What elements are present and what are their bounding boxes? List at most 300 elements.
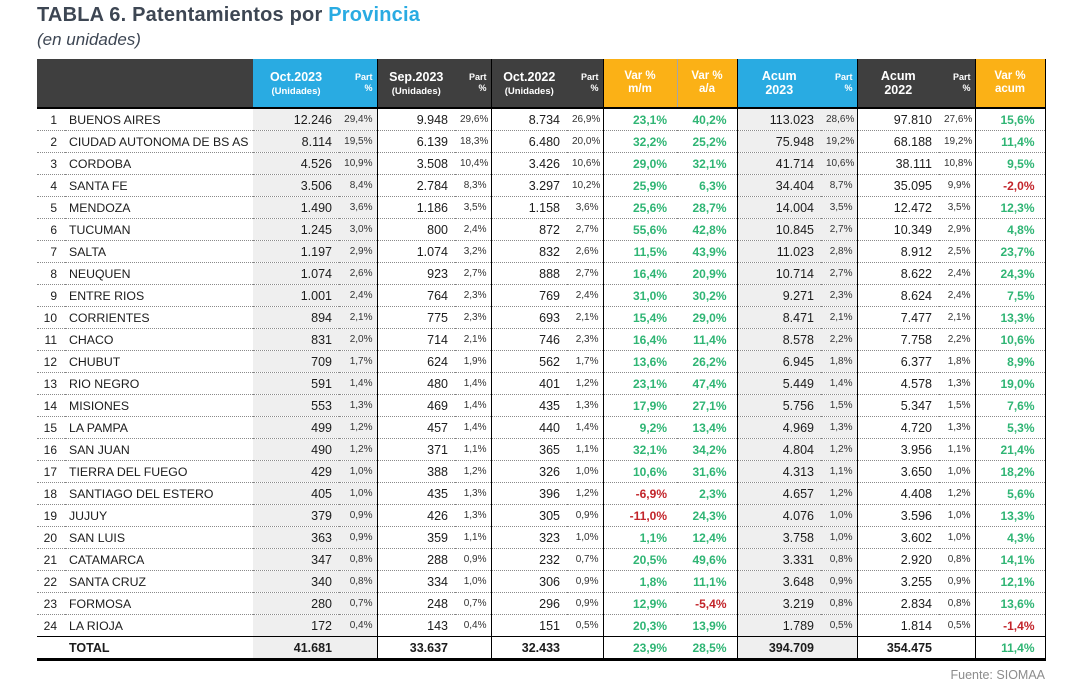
cell-acum2022-part: 0,8% xyxy=(939,549,975,571)
cell-oct2023-value: 280 xyxy=(253,593,339,615)
cell-province: CORRIENTES xyxy=(65,307,253,329)
cell-acum2022-value: 3.956 xyxy=(857,439,939,461)
header-blank xyxy=(37,59,253,108)
cell-sep2023-value: 388 xyxy=(377,461,455,483)
cell-acum2023-value: 10.714 xyxy=(737,263,821,285)
cell-acum2023-part: 2,2% xyxy=(821,329,857,351)
cell-var-aa: 47,4% xyxy=(677,373,737,395)
cell-acum2023-part: 1,4% xyxy=(821,373,857,395)
header-oct2022-part: Part % xyxy=(567,59,603,108)
cell-rank: 10 xyxy=(37,307,65,329)
cell-acum2023-value: 5.449 xyxy=(737,373,821,395)
cell-oct2023-part: 1,3% xyxy=(339,395,377,417)
cell-acum2022-value: 4.408 xyxy=(857,483,939,505)
cell-var-mm: 31,0% xyxy=(603,285,677,307)
cell-var-aa: 26,2% xyxy=(677,351,737,373)
cell-oct2023-value: 347 xyxy=(253,549,339,571)
cell-var-acum: 4,3% xyxy=(975,527,1045,549)
cell-var-acum: 7,5% xyxy=(975,285,1045,307)
cell-oct2023-part: 1,2% xyxy=(339,439,377,461)
table-row xyxy=(37,461,1045,483)
cell-var-mm: -6,9% xyxy=(603,483,677,505)
cell-var-aa: 25,2% xyxy=(677,131,737,153)
cell-acum2022-value: 7.477 xyxy=(857,307,939,329)
header-var-acum: Var % acum xyxy=(975,59,1045,108)
title-highlight: Provincia xyxy=(328,4,421,26)
cell-oct2022-part: 10,2% xyxy=(567,175,603,197)
cell-acum2023-part: 3,5% xyxy=(821,197,857,219)
cell-rank: 6 xyxy=(37,219,65,241)
header-row xyxy=(37,59,1045,108)
cell-oct2023-part: 3,0% xyxy=(339,219,377,241)
cell-sep2023-part: 1,3% xyxy=(455,483,491,505)
total-row xyxy=(37,637,1045,660)
cell-acum2022-part: 0,5% xyxy=(939,615,975,637)
table-row xyxy=(37,351,1045,373)
cell-acum2023-value: 3.758 xyxy=(737,527,821,549)
cell-rank: 16 xyxy=(37,439,65,461)
cell-oct2022-part: 1,7% xyxy=(567,351,603,373)
cell-rank: 15 xyxy=(37,417,65,439)
cell-oct2022-value: 305 xyxy=(491,505,567,527)
cell-total-acum2023: 394.709 xyxy=(737,637,821,660)
cell-acum2022-part: 1,8% xyxy=(939,351,975,373)
cell-oct2023-value: 4.526 xyxy=(253,153,339,175)
cell-rank: 24 xyxy=(37,615,65,637)
cell-acum2023-part: 2,7% xyxy=(821,263,857,285)
cell-oct2023-part: 0,9% xyxy=(339,527,377,549)
cell-oct2023-part: 2,0% xyxy=(339,329,377,351)
table-row xyxy=(37,483,1045,505)
cell-var-acum: 12,3% xyxy=(975,197,1045,219)
cell-oct2023-part: 0,8% xyxy=(339,549,377,571)
cell-oct2022-part: 1,0% xyxy=(567,461,603,483)
cell-var-acum: 24,3% xyxy=(975,263,1045,285)
cell-sep2023-part: 10,4% xyxy=(455,153,491,175)
cell-acum2022-part: 0,9% xyxy=(939,571,975,593)
cell-acum2022-value: 2.920 xyxy=(857,549,939,571)
cell-acum2023-value: 8.471 xyxy=(737,307,821,329)
cell-var-acum: 13,3% xyxy=(975,307,1045,329)
cell-province: LA RIOJA xyxy=(65,615,253,637)
cell-oct2022-value: 151 xyxy=(491,615,567,637)
table-row xyxy=(37,417,1045,439)
cell-sep2023-part: 1,3% xyxy=(455,505,491,527)
cell-oct2023-part: 0,9% xyxy=(339,505,377,527)
cell-oct2023-value: 340 xyxy=(253,571,339,593)
cell-var-aa: 11,1% xyxy=(677,571,737,593)
cell-var-mm: 55,6% xyxy=(603,219,677,241)
cell-sep2023-value: 426 xyxy=(377,505,455,527)
cell-oct2022-value: 435 xyxy=(491,395,567,417)
cell-sep2023-part: 2,7% xyxy=(455,263,491,285)
cell-acum2022-part: 2,1% xyxy=(939,307,975,329)
cell-total-acum2022: 354.475 xyxy=(857,637,939,660)
cell-oct2023-value: 429 xyxy=(253,461,339,483)
cell-oct2023-part: 0,7% xyxy=(339,593,377,615)
cell-var-aa: 6,3% xyxy=(677,175,737,197)
cell-acum2022-part: 1,3% xyxy=(939,373,975,395)
cell-acum2022-value: 68.188 xyxy=(857,131,939,153)
cell-sep2023-value: 624 xyxy=(377,351,455,373)
header-var-aa: Var % a/a xyxy=(677,59,737,108)
cell-acum2023-part: 2,8% xyxy=(821,241,857,263)
cell-oct2023-value: 1.001 xyxy=(253,285,339,307)
cell-acum2022-value: 2.834 xyxy=(857,593,939,615)
cell-acum2022-part: 9,9% xyxy=(939,175,975,197)
table-row xyxy=(37,593,1045,615)
cell-acum2023-part: 1,0% xyxy=(821,505,857,527)
cell-rank: 11 xyxy=(37,329,65,351)
cell-oct2022-part: 20,0% xyxy=(567,131,603,153)
cell-var-mm: 17,9% xyxy=(603,395,677,417)
cell-rank: 5 xyxy=(37,197,65,219)
cell-province: CIUDAD AUTONOMA DE BS AS xyxy=(65,131,253,153)
cell-acum2023-value: 5.756 xyxy=(737,395,821,417)
cell-acum2022-part: 3,5% xyxy=(939,197,975,219)
page-subtitle: (en unidades) xyxy=(37,30,141,49)
cell-oct2023-part: 19,5% xyxy=(339,131,377,153)
cell-sep2023-value: 6.139 xyxy=(377,131,455,153)
table-row xyxy=(37,615,1045,637)
cell-oct2023-part: 2,6% xyxy=(339,263,377,285)
cell-acum2022-value: 3.602 xyxy=(857,527,939,549)
cell-sep2023-part: 1,9% xyxy=(455,351,491,373)
cell-oct2023-value: 553 xyxy=(253,395,339,417)
cell-acum2023-value: 113.023 xyxy=(737,108,821,131)
cell-acum2022-value: 5.347 xyxy=(857,395,939,417)
table-row xyxy=(37,395,1045,417)
cell-acum2022-value: 4.720 xyxy=(857,417,939,439)
cell-sep2023-part: 1,4% xyxy=(455,395,491,417)
cell-province: NEUQUEN xyxy=(65,263,253,285)
cell-var-aa: 24,3% xyxy=(677,505,737,527)
cell-acum2023-part: 0,8% xyxy=(821,549,857,571)
cell-oct2022-value: 323 xyxy=(491,527,567,549)
cell-sep2023-part: 29,6% xyxy=(455,108,491,131)
cell-var-acum: 5,3% xyxy=(975,417,1045,439)
cell-acum2023-part: 1,1% xyxy=(821,461,857,483)
cell-var-aa: 13,9% xyxy=(677,615,737,637)
cell-oct2023-part: 1,4% xyxy=(339,373,377,395)
cell-rank: 7 xyxy=(37,241,65,263)
cell-acum2022-value: 4.578 xyxy=(857,373,939,395)
cell-province: RIO NEGRO xyxy=(65,373,253,395)
cell-acum2023-value: 10.845 xyxy=(737,219,821,241)
cell-oct2022-part: 0,9% xyxy=(567,505,603,527)
cell-sep2023-value: 775 xyxy=(377,307,455,329)
cell-sep2023-value: 923 xyxy=(377,263,455,285)
cell-oct2022-value: 888 xyxy=(491,263,567,285)
cell-acum2023-value: 4.313 xyxy=(737,461,821,483)
header-acum2023: Acum 2023 xyxy=(737,59,821,108)
cell-acum2023-value: 4.969 xyxy=(737,417,821,439)
cell-acum2023-value: 11.023 xyxy=(737,241,821,263)
cell-oct2023-value: 1.197 xyxy=(253,241,339,263)
cell-sep2023-part: 1,4% xyxy=(455,417,491,439)
cell-rank: 21 xyxy=(37,549,65,571)
cell-oct2022-part: 2,7% xyxy=(567,263,603,285)
table-row xyxy=(37,307,1045,329)
cell-acum2023-value: 1.789 xyxy=(737,615,821,637)
cell-oct2022-value: 746 xyxy=(491,329,567,351)
cell-oct2022-part: 1,2% xyxy=(567,483,603,505)
cell-sep2023-value: 469 xyxy=(377,395,455,417)
cell-sep2023-value: 9.948 xyxy=(416,112,448,127)
cell-province: SAN LUIS xyxy=(65,527,253,549)
table-row xyxy=(37,549,1045,571)
cell-var-acum: 13,3% xyxy=(975,505,1045,527)
table-row xyxy=(37,131,1045,153)
cell-acum2023-part: 19,2% xyxy=(821,131,857,153)
header-sep2023: Sep.2023 (Unidades) xyxy=(377,59,455,108)
cell-sep2023-value: 457 xyxy=(377,417,455,439)
cell-province: LA PAMPA xyxy=(65,417,253,439)
cell-province: MENDOZA xyxy=(65,197,253,219)
cell-var-mm: -11,0% xyxy=(603,505,677,527)
cell-acum2022-value: 7.758 xyxy=(857,329,939,351)
cell-var-aa: 43,9% xyxy=(677,241,737,263)
cell-var-aa: 28,7% xyxy=(677,197,737,219)
cell-var-acum: -1,4% xyxy=(975,615,1045,637)
cell-oct2023-value: 172 xyxy=(253,615,339,637)
cell-var-aa: 11,4% xyxy=(677,329,737,351)
cell-acum2022-value: 10.349 xyxy=(857,219,939,241)
cell-sep2023-part: 1,1% xyxy=(455,439,491,461)
cell-var-mm: 23,1% xyxy=(632,112,667,127)
cell-rank: 4 xyxy=(37,175,65,197)
header-var-mm: Var % m/m xyxy=(603,59,677,108)
cell-sep2023-value: 714 xyxy=(377,329,455,351)
cell-var-mm: 20,5% xyxy=(603,549,677,571)
cell-acum2023-value: 3.219 xyxy=(737,593,821,615)
cell-sep2023-part: 2,3% xyxy=(455,285,491,307)
cell-oct2023-value: 1.490 xyxy=(253,197,339,219)
cell-acum2022-part: 1,2% xyxy=(939,483,975,505)
cell-var-aa: 20,9% xyxy=(677,263,737,285)
cell-rank: 3 xyxy=(37,153,65,175)
cell-sep2023-part: 1,1% xyxy=(455,527,491,549)
cell-var-aa: 49,6% xyxy=(677,549,737,571)
cell-oct2022-value: 1.158 xyxy=(491,197,567,219)
cell-oct2022-part: 2,7% xyxy=(567,219,603,241)
cell-acum2022-value: 3.596 xyxy=(857,505,939,527)
cell-acum2023-part: 2,7% xyxy=(821,219,857,241)
header-acum2022-part: Part % xyxy=(939,59,975,108)
table-row xyxy=(37,153,1045,175)
cell-acum2022-value: 8.912 xyxy=(857,241,939,263)
cell-oct2022-value: 872 xyxy=(491,219,567,241)
cell-oct2023-part: 3,6% xyxy=(339,197,377,219)
cell-var-mm: 16,4% xyxy=(603,263,677,285)
cell-acum2022-part: 2,2% xyxy=(939,329,975,351)
cell-acum2023-part: 1,0% xyxy=(821,527,857,549)
cell-acum2023-part: 0,5% xyxy=(821,615,857,637)
cell-acum2023-part: 2,1% xyxy=(821,307,857,329)
cell-sep2023-value: 248 xyxy=(377,593,455,615)
cell-acum2023-value: 6.945 xyxy=(737,351,821,373)
cell-oct2022-part: 1,3% xyxy=(567,395,603,417)
cell-oct2022-part: 0,5% xyxy=(567,615,603,637)
cell-sep2023-part: 0,9% xyxy=(455,549,491,571)
cell-var-aa: 27,1% xyxy=(677,395,737,417)
cell-sep2023-part: 1,2% xyxy=(455,461,491,483)
cell-province: CATAMARCA xyxy=(65,549,253,571)
cell-var-mm: 1,8% xyxy=(603,571,677,593)
cell-rank: 12 xyxy=(37,351,65,373)
cell-acum2022-value: 8.624 xyxy=(857,285,939,307)
cell-acum2022-part: 1,1% xyxy=(939,439,975,461)
table-row xyxy=(37,285,1045,307)
cell-var-aa: 30,2% xyxy=(677,285,737,307)
cell-acum2022-part: 1,0% xyxy=(939,527,975,549)
cell-acum2023-part: 2,3% xyxy=(821,285,857,307)
cell-oct2022-value: 3.426 xyxy=(491,153,567,175)
cell-oct2023-value: 1.245 xyxy=(253,219,339,241)
cell-oct2022-value: 296 xyxy=(491,593,567,615)
cell-oct2023-part: 10,9% xyxy=(339,153,377,175)
cell-var-aa: -5,4% xyxy=(677,593,737,615)
cell-oct2023-part: 1,0% xyxy=(339,483,377,505)
cell-var-acum: 15,6% xyxy=(975,108,1045,131)
cell-sep2023-value: 371 xyxy=(377,439,455,461)
cell-province: SAN JUAN xyxy=(65,439,253,461)
cell-var-aa: 32,1% xyxy=(677,153,737,175)
patentamientos-table xyxy=(37,59,1046,661)
cell-acum2023-value: 3.331 xyxy=(737,549,821,571)
cell-province: TIERRA DEL FUEGO xyxy=(65,461,253,483)
cell-acum2022-value: 38.111 xyxy=(857,153,939,175)
cell-oct2022-value: 693 xyxy=(491,307,567,329)
header-acum2023-part: Part % xyxy=(821,59,857,108)
cell-var-acum: -2,0% xyxy=(975,175,1045,197)
cell-rank: 1 xyxy=(50,112,57,127)
cell-acum2023-value: 4.657 xyxy=(737,483,821,505)
cell-sep2023-value: 800 xyxy=(377,219,455,241)
cell-oct2023-value: 1.074 xyxy=(253,263,339,285)
cell-var-acum: 21,4% xyxy=(975,439,1045,461)
cell-oct2023-value: 591 xyxy=(253,373,339,395)
cell-total-label: TOTAL xyxy=(65,637,253,660)
cell-acum2023-part: 1,8% xyxy=(821,351,857,373)
cell-province: SANTA CRUZ xyxy=(65,571,253,593)
cell-acum2023-value: 4.076 xyxy=(737,505,821,527)
cell-acum2023-part: 1,2% xyxy=(821,483,857,505)
cell-oct2023-part: 0,4% xyxy=(339,615,377,637)
cell-acum2023-value: 9.271 xyxy=(737,285,821,307)
cell-oct2023-value: 894 xyxy=(253,307,339,329)
cell-var-mm: 23,1% xyxy=(603,373,677,395)
cell-acum2022-part: 2,9% xyxy=(939,219,975,241)
cell-var-mm: 32,2% xyxy=(603,131,677,153)
cell-acum2023-value: 75.948 xyxy=(737,131,821,153)
cell-acum2023-part: 1,3% xyxy=(821,417,857,439)
cell-acum2022-value: 3.650 xyxy=(857,461,939,483)
cell-sep2023-value: 359 xyxy=(377,527,455,549)
cell-sep2023-value: 480 xyxy=(377,373,455,395)
cell-acum2022-part: 19,2% xyxy=(939,131,975,153)
cell-oct2023-value: 8.114 xyxy=(253,131,339,153)
cell-rank: 14 xyxy=(37,395,65,417)
cell-province: CHACO xyxy=(65,329,253,351)
cell-acum2023-value: 8.578 xyxy=(737,329,821,351)
cell-province: SANTIAGO DEL ESTERO xyxy=(65,483,253,505)
cell-sep2023-value: 1.074 xyxy=(377,241,455,263)
cell-acum2022-part: 2,5% xyxy=(939,241,975,263)
cell-acum2022-part: 1,0% xyxy=(939,461,975,483)
table-row xyxy=(37,373,1045,395)
cell-oct2023-part: 1,2% xyxy=(339,417,377,439)
cell-oct2022-part: 3,6% xyxy=(567,197,603,219)
cell-oct2022-part: 1,1% xyxy=(567,439,603,461)
cell-oct2022-value: 401 xyxy=(491,373,567,395)
cell-var-acum: 23,7% xyxy=(975,241,1045,263)
header-oct2023-sub: (Unidades) xyxy=(271,85,321,97)
cell-rank: 13 xyxy=(37,373,65,395)
cell-oct2023-part: 8,4% xyxy=(339,175,377,197)
cell-oct2023-part: 2,1% xyxy=(339,307,377,329)
cell-oct2022-part: 10,6% xyxy=(567,153,603,175)
cell-acum2022-part: 1,5% xyxy=(939,395,975,417)
cell-acum2023-value: 34.404 xyxy=(737,175,821,197)
cell-var-aa: 2,3% xyxy=(677,483,737,505)
cell-acum2023-value: 41.714 xyxy=(737,153,821,175)
cell-var-mm: 20,3% xyxy=(603,615,677,637)
cell-oct2022-value: 769 xyxy=(491,285,567,307)
cell-total-oct2023: 41.681 xyxy=(253,637,339,660)
table-row xyxy=(37,219,1045,241)
cell-province: SALTA xyxy=(65,241,253,263)
cell-sep2023-part: 3,2% xyxy=(455,241,491,263)
cell-acum2023-part: 28,6% xyxy=(821,108,857,131)
cell-total-var-aa: 28,5% xyxy=(677,637,737,660)
cell-oct2022-value: 562 xyxy=(491,351,567,373)
cell-sep2023-value: 764 xyxy=(377,285,455,307)
cell-province: CHUBUT xyxy=(65,351,253,373)
cell-sep2023-part: 3,5% xyxy=(455,197,491,219)
cell-acum2022-value: 8.622 xyxy=(857,263,939,285)
cell-province: BUENOS AIRES xyxy=(69,112,161,127)
cell-oct2023-part: 1,7% xyxy=(339,351,377,373)
cell-var-mm: 1,1% xyxy=(603,527,677,549)
cell-sep2023-value: 334 xyxy=(377,571,455,593)
cell-var-acum: 7,6% xyxy=(975,395,1045,417)
cell-rank: 18 xyxy=(37,483,65,505)
cell-var-aa: 13,4% xyxy=(677,417,737,439)
cell-var-aa: 40,2% xyxy=(677,108,737,131)
cell-oct2023-value: 499 xyxy=(253,417,339,439)
cell-oct2022-value: 306 xyxy=(491,571,567,593)
cell-var-acum: 18,2% xyxy=(975,461,1045,483)
cell-sep2023-value: 288 xyxy=(377,549,455,571)
cell-sep2023-value: 1.186 xyxy=(377,197,455,219)
cell-var-mm: 10,6% xyxy=(603,461,677,483)
header-oct2023-part: Part % xyxy=(339,59,377,108)
cell-var-mm: 16,4% xyxy=(603,329,677,351)
cell-oct2022-part: 26,9% xyxy=(567,108,603,131)
table-row xyxy=(37,175,1045,197)
header-acum2022: Acum 2022 xyxy=(857,59,939,108)
cell-acum2022-value: 12.472 xyxy=(857,197,939,219)
cell-var-acum: 8,9% xyxy=(975,351,1045,373)
cell-var-aa: 31,6% xyxy=(677,461,737,483)
table-row xyxy=(37,571,1045,593)
cell-total-sep2023: 33.637 xyxy=(377,637,455,660)
cell-var-acum: 14,1% xyxy=(975,549,1045,571)
cell-var-acum: 4,8% xyxy=(975,219,1045,241)
header-oct2022: Oct.2022 (Unidades) xyxy=(491,59,567,108)
cell-oct2022-part: 0,7% xyxy=(567,549,603,571)
